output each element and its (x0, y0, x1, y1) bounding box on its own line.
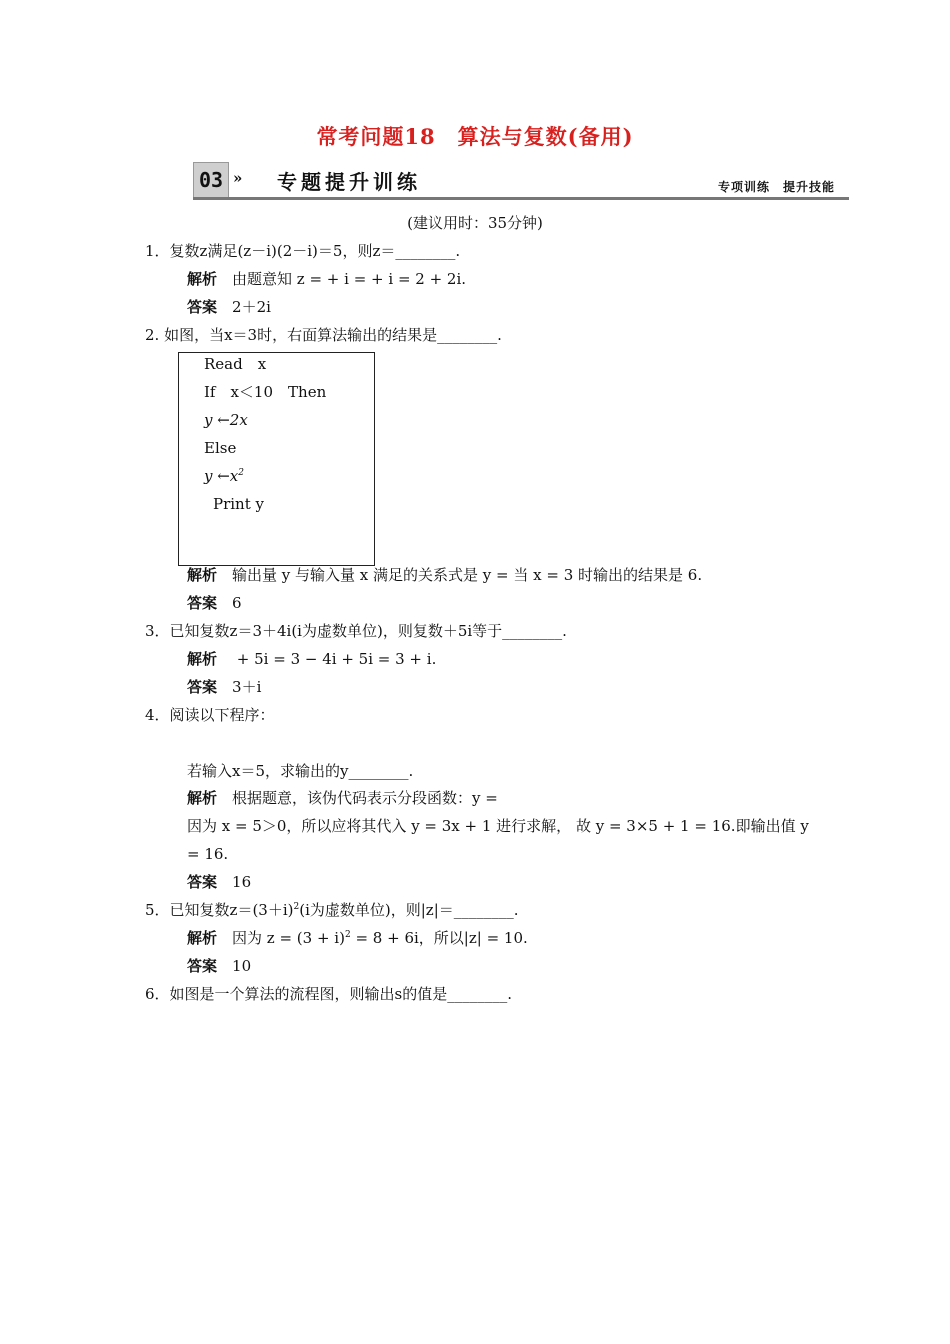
banner-divider (193, 197, 849, 200)
question-number: 4． (145, 706, 170, 724)
algorithm-code-box (178, 352, 375, 566)
analysis-label: 解析 (187, 789, 218, 807)
answer-text: 2＋2i (232, 298, 271, 316)
question-text: 阅读以下程序： (169, 706, 275, 724)
q3-answer (187, 677, 261, 697)
q1-analysis (187, 269, 466, 289)
section-banner (193, 162, 849, 200)
q5-analysis: 解析 因为 $z = (3 + i)^2 = 8 + 6i$，所以|z| = 10. (187, 929, 528, 947)
code-line-print: Print y (213, 495, 264, 513)
answer-label: 答案 (187, 678, 218, 696)
q4-analysis-line-3: = 16. (187, 845, 229, 863)
q1-answer (187, 297, 271, 317)
question-text: 已知复数z＝3＋4i(i为虚数单位)，则复数＋5i等于________. (169, 622, 567, 640)
code-line-assign-1: y ←2x (204, 411, 248, 429)
q2-answer (187, 593, 242, 613)
section-title: 专题提升训练 (277, 170, 421, 194)
question-text: 复数z满足(z－i)(2－i)＝5，则z＝________. (169, 242, 461, 260)
question-number: 3． (145, 622, 170, 640)
code-line-assign-2: y $\leftarrow x^2$ (204, 467, 245, 485)
question-4 (145, 705, 275, 725)
analysis-label: 解析 (187, 650, 218, 668)
q5-answer (187, 956, 251, 976)
analysis-text: 输出量 y 与输入量 x 满足的关系式是 y = 当 x = 3 时输出的结果是 6. (232, 566, 703, 584)
question-number: 1． (145, 242, 170, 260)
answer-text: 6 (232, 594, 242, 612)
answer-label: 答案 (187, 594, 218, 612)
analysis-text: 根据题意，该伪代码表示分段函数：y = (232, 789, 498, 807)
answer-text: 16 (232, 873, 252, 891)
q4-analysis-line-2: 因为 x = 5＞0，所以应将其代入 y = 3x + 1 进行求解， 故 y = 3×5 + 1 = 16.即输出值 y (187, 817, 809, 835)
page-title: 常考问题18 算法与复数(备用) (316, 124, 634, 149)
question-5: 5．已知复数$z=(3+i)^2(i$为虚数单位)，则|z|＝________. (145, 901, 519, 919)
analysis-label: 解析 (187, 566, 218, 584)
analysis-label: 解析 (187, 270, 218, 288)
q4-subquestion: 若输入x＝5，求输出的y________. (187, 762, 414, 780)
time-hint: (建议用时：35分钟) (407, 214, 543, 232)
q4-analysis (187, 788, 498, 808)
code-line-if: If x＜10 Then (204, 383, 327, 401)
section-subtitle: 专项训练 提升技能 (717, 180, 835, 194)
question-text: 如图是一个算法的流程图，则输出s的值是________. (169, 985, 513, 1003)
question-2: 2. 如图，当x＝3时，右面算法输出的结果是________. (145, 326, 502, 344)
answer-label: 答案 (187, 298, 218, 316)
question-6 (145, 984, 512, 1004)
q3-analysis (187, 649, 436, 669)
question-1 (145, 241, 460, 261)
question-number: 6． (145, 985, 170, 1003)
answer-text: 3＋i (232, 678, 262, 696)
q2-analysis (187, 565, 702, 585)
code-line-else: Else (204, 439, 237, 457)
answer-label: 答案 (187, 957, 218, 975)
analysis-text: 由题意知 z = + i = + i = 2 + 2i. (232, 270, 467, 288)
chevron-icon: » (233, 169, 243, 187)
section-number-badge: 03 (193, 162, 229, 198)
code-line-read: Read x (204, 355, 267, 373)
analysis-label: 解析 (187, 929, 218, 947)
answer-text: 10 (232, 957, 252, 975)
question-3 (145, 621, 567, 641)
analysis-text: + 5i = 3 − 4i + 5i = 3 + i. (232, 650, 437, 668)
q4-answer (187, 872, 251, 892)
answer-label: 答案 (187, 873, 218, 891)
question-number: 5． (145, 901, 170, 919)
